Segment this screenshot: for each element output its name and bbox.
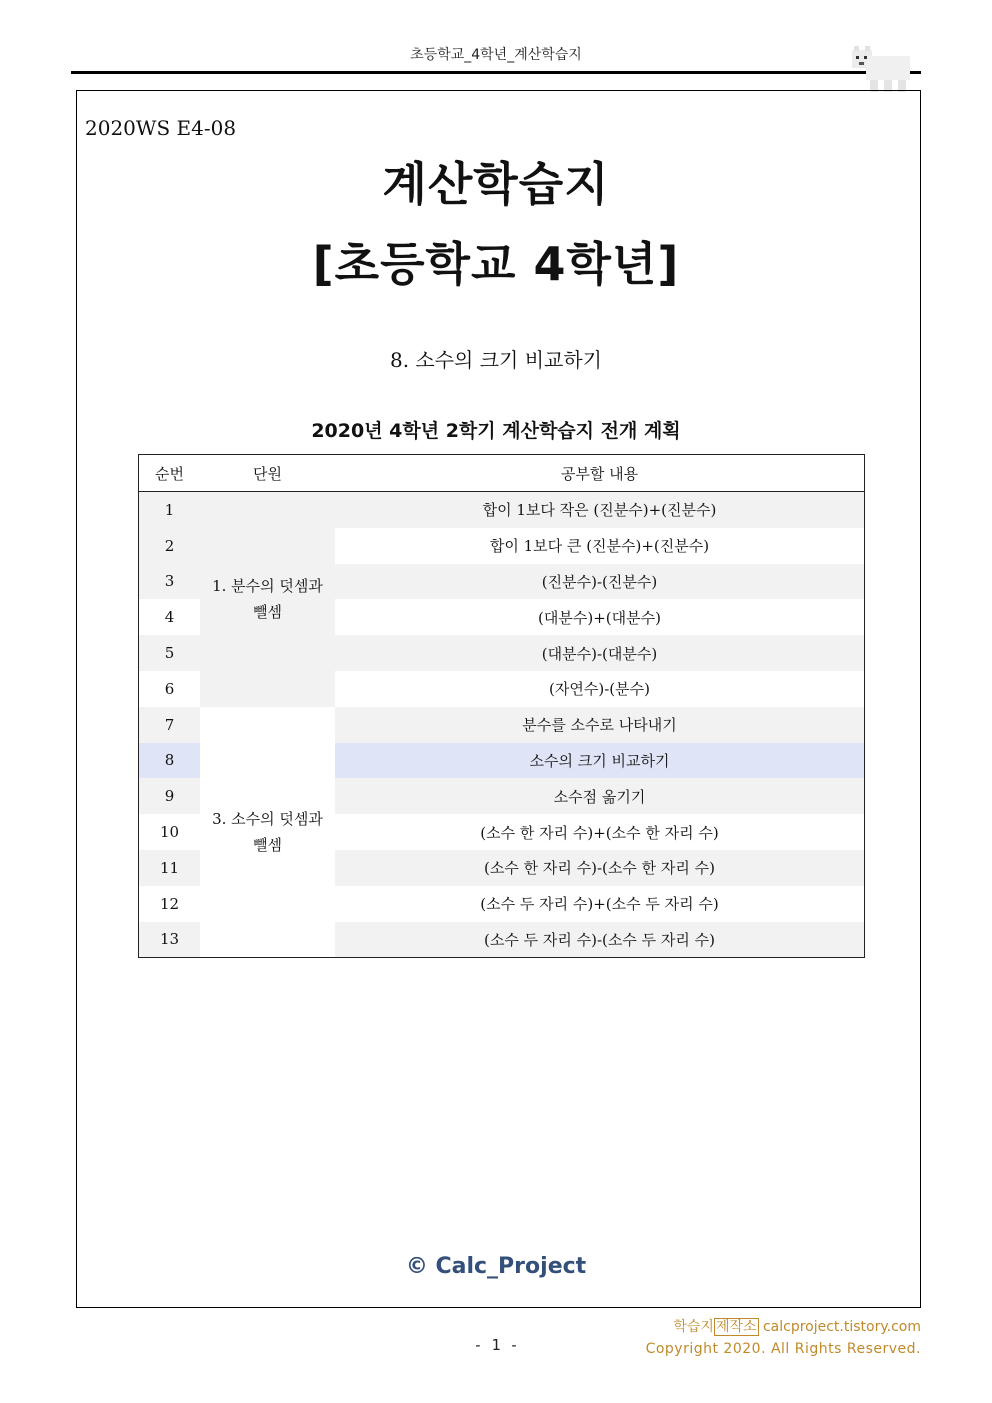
row-content: (대분수)-(대분수)	[335, 635, 865, 671]
row-content: 분수를 소수로 나타내기	[335, 707, 865, 743]
row-content: 합이 1보다 큰 (진분수)+(진분수)	[335, 528, 865, 564]
unit-label: 뺄셈	[253, 603, 282, 622]
site-url-link[interactable]: calcproject.tistory.com	[762, 1319, 921, 1335]
row-number: 1	[164, 500, 175, 519]
row-content: (소수 두 자리 수)+(소수 두 자리 수)	[335, 886, 865, 922]
row-number: 8	[139, 743, 201, 779]
row-number: 2	[139, 528, 201, 564]
row-number: 7	[139, 707, 201, 743]
row-content: 합이 1보다 작은 (진분수)+(진분수)	[482, 501, 717, 520]
row-number: 9	[139, 778, 201, 814]
row-content: 소수의 크기 비교하기	[335, 743, 865, 779]
brand-footer: © Calc_Project	[405, 1254, 587, 1279]
row-content: (소수 한 자리 수)-(소수 한 자리 수)	[335, 850, 865, 886]
copyright-text: Copyright 2020. All Rights Reserved.	[645, 1341, 921, 1357]
row-number: 12	[139, 886, 201, 922]
unit-label: 뺄셈	[253, 836, 282, 855]
polar-bear-icon	[850, 44, 916, 96]
row-number: 4	[139, 599, 201, 635]
unit-label: 3. 소수의 덧셈과	[212, 810, 323, 829]
row-number: 13	[139, 922, 201, 958]
row-content: (자연수)-(분수)	[335, 671, 865, 707]
document-code: 2020WS E4-08	[85, 116, 237, 140]
site-boxed-label: 제작소	[715, 1319, 757, 1335]
site-prefix: 학습지	[673, 1319, 714, 1335]
page-number: - 1 -	[473, 1336, 519, 1354]
row-content: (대분수)+(대분수)	[335, 599, 865, 635]
row-content: 소수점 옮기기	[335, 778, 865, 814]
row-content: (소수 두 자리 수)-(소수 두 자리 수)	[335, 922, 865, 958]
header-unit: 단원	[200, 455, 335, 492]
header-number: 순번	[139, 455, 201, 492]
unit-cell	[200, 492, 335, 707]
row-content: (진분수)-(진분수)	[335, 564, 865, 600]
row-number: 3	[139, 564, 201, 600]
table-row	[139, 492, 865, 528]
header-rule	[71, 71, 921, 74]
header-title: 초등학교_4학년_계산학습지	[410, 47, 582, 63]
header-content: 공부할 내용	[335, 455, 865, 492]
plan-table	[138, 454, 865, 958]
plan-title: 2020년 4학년 2학기 계산학습지 전개 계획	[311, 420, 681, 442]
table-header-row	[139, 455, 865, 492]
grade-title: [초등학교 4학년]	[312, 237, 680, 291]
lesson-subtitle: 8. 소수의 크기 비교하기	[389, 348, 603, 372]
table-row	[139, 707, 865, 743]
row-number: 10	[139, 814, 201, 850]
unit-cell	[200, 707, 335, 958]
row-number: 11	[139, 850, 201, 886]
row-number: 6	[139, 671, 201, 707]
row-content: (소수 한 자리 수)+(소수 한 자리 수)	[335, 814, 865, 850]
unit-label: 1. 분수의 덧셈과	[212, 577, 323, 596]
main-title: 계산학습지	[382, 157, 610, 211]
row-number: 5	[139, 635, 201, 671]
site-credit	[673, 1316, 921, 1336]
